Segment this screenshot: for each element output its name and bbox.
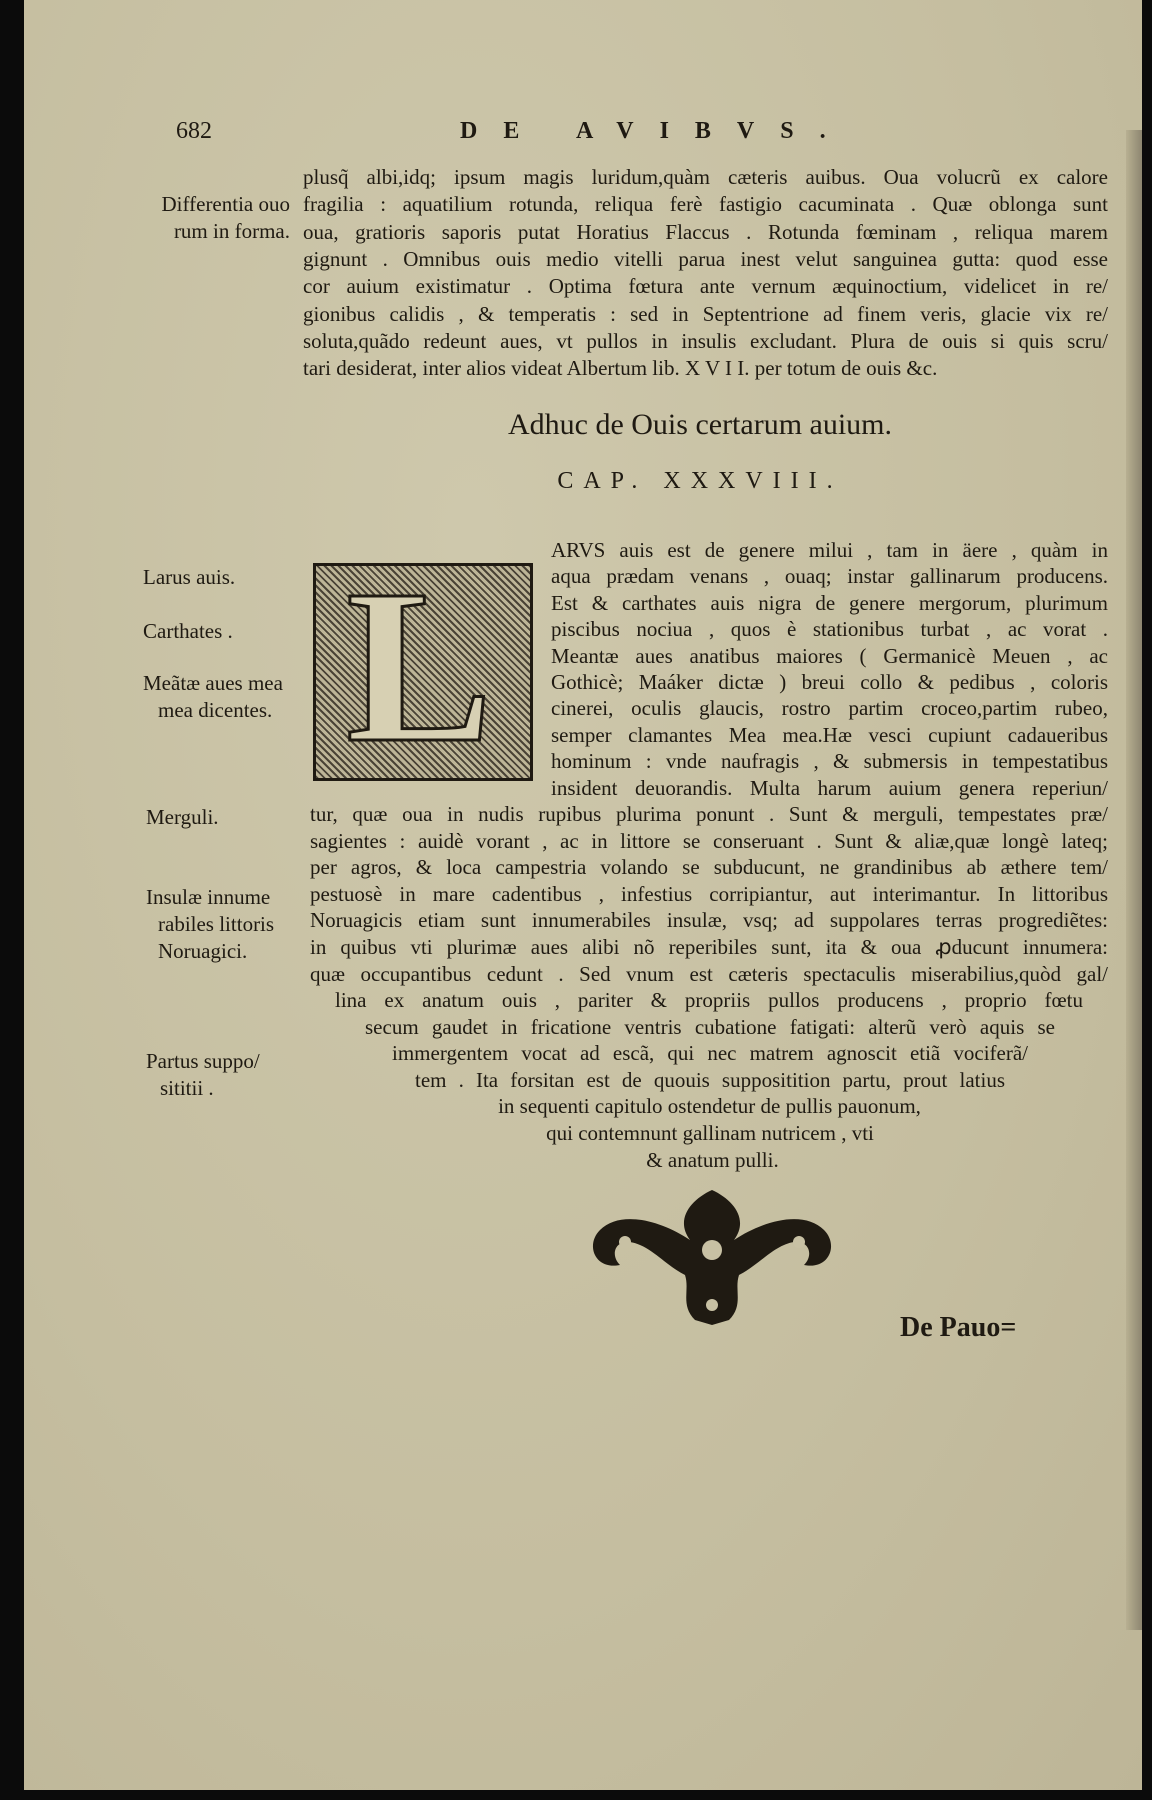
page-number: 682 [176,118,212,144]
text-line: per agros, & loca campestria volando se subducunt, ne grandinibus ab æthere tem/ [310,855,1108,880]
chapter-title: Adhuc de Ouis certarum auium. [507,408,893,441]
text-line: & anatum pulli. [646,1147,779,1172]
text-line: immergentem vocat ad escã, qui nec matrem agnoscit etiã vociferã/ [392,1041,1028,1066]
text-line: quæ occupantibus cedunt . Sed vnum est cæteris spectaculis miserabilius,quòd gal/ [310,961,1108,986]
tailpiece-ornament [580,1180,845,1330]
text-line: pestuosè in mare cadentibus , infestius corripiantur, aut interimantur. In littoribus [310,881,1108,906]
text-line: cor auium existimatur . Optima fœtura ante vernum æquinoctium, videlicet in re/ [303,274,1108,299]
text-line: insident deuorandis. Multa harum auium genera reperiun/ [551,775,1108,800]
text-line: tem . Ita forsitan est de quouis suppositition partu, prout latius [415,1067,1005,1092]
text-line: semper clamantes Mea mea.Hæ vesci cupiunt cadaueribus [551,722,1108,747]
text-line: aqua prædam venans , ouaq; instar gallinarum producens. [551,564,1108,589]
margin-note: Noruagici. [158,939,248,963]
text-line: in sequenti capitulo ostendetur de pullis pauonum, [498,1094,921,1119]
margin-note: Meãtæ aues mea [143,671,283,695]
text-line: cinerei, oculis glaucis, rostro partim croceo,partim rubeo, [551,696,1108,721]
text-line: qui contemnunt gallinam nutricem , vti [546,1121,874,1145]
text-line: lina ex anatum ouis , pariter & propriis pullos producens , proprio fœtu [335,988,1083,1012]
text-line: Noruagicis etiam sunt innumerabiles insulæ, vsq; ad suppolares terras progrediẽtes: [310,908,1108,933]
text-line: secum gaudet in fricatione ventris cubatione fatigati: alterũ verò aquis se [365,1014,1055,1039]
margin-note: Merguli. [146,805,219,829]
margin-note: Larus auis. [143,565,236,589]
text-line: Meantæ aues anatibus maiores ( Germanicè Meuen , ac [551,643,1108,668]
margin-note: Partus suppo/ [146,1049,260,1073]
text-line: plusq̃ albi,idq; ipsum magis luridum,quàm cæteris auibus. Oua volucrũ ex calore [303,165,1108,189]
text-line: hominum : vnde naufragis , & submersis in tempestatibus [551,749,1108,774]
text-line: sagientes : auidè vorant , ac in littore se conseruant . Sunt & aliæ,quæ longè lateq; [310,828,1108,853]
text-line: oua, gratioris saporis putat Horatius Flaccus . Rotunda fœminam , reliqua marem [303,219,1108,244]
text-line: fragilia : aquatilium rotunda, reliqua ferè fastigio cacuminata . Quæ oblonga sunt [303,192,1108,217]
text-line: soluta,quãdo redeunt aues, vt pullos in insulis excludant. Plura de ouis si quis scru/ [303,328,1108,353]
woodcut-initial-image [313,563,533,781]
margin-note: Insulæ innume [146,885,271,909]
text-line: ARVS auis est de genere milui , tam in äere , quàm in [551,538,1108,562]
text-line: piscibus nociua , quos è stationibus turbat , ac vorat . [551,617,1108,642]
drop-cap-letter: L [346,563,493,781]
margin-note: rum in forma. [173,219,290,243]
text-line: gionibus calidis , & temperatis : sed in Septentrione ad finem veris, glacie vix re/ [303,301,1108,326]
chapter-number: CAP. XXXVIII. [557,468,843,494]
text-line: Gothicè; Maáker dictæ ) breui collo & pedibus , coloris [551,670,1108,694]
text-line: gignunt . Omnibus ouis medio vitelli parua inest velut sanguinea gutta: quod esse [303,246,1108,271]
catchword: De Pauo= [900,1312,1017,1343]
margin-note: mea dicentes. [158,698,273,722]
margin-note: Carthates . [143,619,233,643]
margin-note: Differentia ouo [161,192,290,216]
facing-page-edge [1126,130,1142,1630]
text-line: Est & carthates auis nigra de genere mergorum, plurimum [551,590,1108,615]
margin-note: rabiles littoris [158,912,275,936]
running-title: DE AVIBVS. [460,118,852,144]
text-line: in quibus vti plurimæ aues alibi nõ reperibiles sunt, ita & oua ꝓducunt innumera: [310,935,1108,959]
text-line: tur, quæ oua in nudis rupibus plurima ponunt . Sunt & merguli, tempestates præ/ [310,802,1108,826]
text-line: tari desiderat, inter alios videat Albertum lib. X V I I. per totum de ouis &c. [303,356,938,381]
margin-note: sititii . [160,1076,214,1100]
